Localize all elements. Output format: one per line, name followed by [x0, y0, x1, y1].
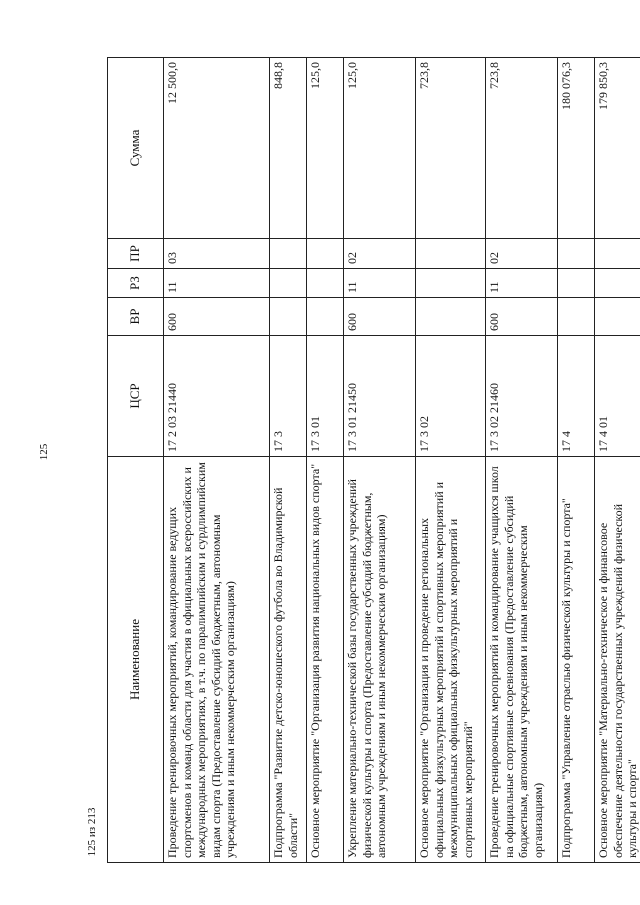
header-sum: Сумма	[108, 58, 164, 239]
budget-table-container	[107, 58, 639, 863]
row-sum: 723,8	[486, 58, 558, 239]
row-sum: 723,8	[416, 58, 486, 239]
row-pr	[416, 239, 486, 269]
row-csr: 17 4 01	[595, 336, 640, 457]
row-rz	[270, 269, 307, 298]
row-csr: 17 3 02	[416, 336, 486, 457]
table-row	[595, 58, 640, 863]
row-vr: 600	[486, 298, 558, 336]
row-vr	[416, 298, 486, 336]
table-row	[486, 58, 558, 863]
row-name: Основное мероприятие "Организация и проведение региональных официальных физкультурных мероприятий и спортивных мероприятий и межмуниципальных официальных физкультурных мероприятий и спортивных мероприятий"	[416, 457, 486, 863]
row-sum: 125,0	[307, 58, 344, 239]
row-rz	[416, 269, 486, 298]
row-sum: 179 850,3	[595, 58, 640, 239]
row-rz	[558, 269, 595, 298]
table-row	[558, 58, 595, 863]
header-vr: ВР	[108, 298, 164, 336]
row-vr	[595, 298, 640, 336]
row-name: Проведение тренировочных мероприятий и командирование учащихся школ на официальные спортивные соревнования (Предоставление субсидий бюджетным, автономным учреждениям и иным некоммерческим организациям)	[486, 457, 558, 863]
budget-table	[107, 57, 640, 863]
row-sum: 848,8	[270, 58, 307, 239]
row-name: Подпрограмма "Управление отраслью физической культуры и спорта"	[558, 457, 595, 863]
row-name: Проведение тренировочных мероприятий, командирование ведущих спортсменов и команд области для участия в официальных всероссийских и международных мероприятиях, в т.ч. по паралимпийским и сурдлимпийским видам спорта (Предоставление субсидий бюджетным, автономным учреждениям и иным некоммерческим организациям)	[164, 457, 270, 863]
row-csr: 17 3 02 21460	[486, 336, 558, 457]
header-name: Наименование	[108, 457, 164, 863]
row-name: Основное мероприятие "Материально-техническое и финансовое обеспечение деятельности государственных учреждений физической культуры и спорта"	[595, 457, 640, 863]
row-vr: 600	[344, 298, 416, 336]
row-vr	[307, 298, 344, 336]
row-rz: 11	[486, 269, 558, 298]
row-name: Подпрограмма "Развитие детско-юношеского футбола во Владимирской области"	[270, 457, 307, 863]
table-row	[270, 58, 307, 863]
row-pr	[307, 239, 344, 269]
header-rz: РЗ	[108, 269, 164, 298]
row-name: Основное мероприятие "Организация развития национальных видов спорта"	[307, 457, 344, 863]
page-number: 125	[38, 443, 50, 461]
row-name: Укрепление материально-технической базы государственных учреждений физической культуры и спорта (Предоставление субсидий бюджетным, автономным учреждениям и иным некоммерческим организациям)	[344, 457, 416, 863]
row-csr: 17 2 03 21440	[164, 336, 270, 457]
row-rz: 11	[344, 269, 416, 298]
row-sum: 12 500,0	[164, 58, 270, 239]
row-vr: 600	[164, 298, 270, 336]
table-row	[344, 58, 416, 863]
table-row	[416, 58, 486, 863]
row-rz	[307, 269, 344, 298]
row-sum: 125,0	[344, 58, 416, 239]
table-header-row	[108, 58, 164, 863]
row-vr	[558, 298, 595, 336]
row-csr: 17 3 01 21450	[344, 336, 416, 457]
table-row	[164, 58, 270, 863]
rotated-table-frame	[107, 58, 639, 863]
row-sum: 180 076,3	[558, 58, 595, 239]
row-pr: 02	[344, 239, 416, 269]
header-pr: ПР	[108, 239, 164, 269]
row-csr: 17 4	[558, 336, 595, 457]
row-pr	[558, 239, 595, 269]
row-rz	[595, 269, 640, 298]
row-pr	[270, 239, 307, 269]
table-row	[307, 58, 344, 863]
row-pr: 03	[164, 239, 270, 269]
row-vr	[270, 298, 307, 336]
row-rz: 11	[164, 269, 270, 298]
row-pr: 02	[486, 239, 558, 269]
row-pr	[595, 239, 640, 269]
row-csr: 17 3	[270, 336, 307, 457]
page-footer: 125 из 213	[86, 807, 98, 857]
header-csr: ЦСР	[108, 336, 164, 457]
row-csr: 17 3 01	[307, 336, 344, 457]
